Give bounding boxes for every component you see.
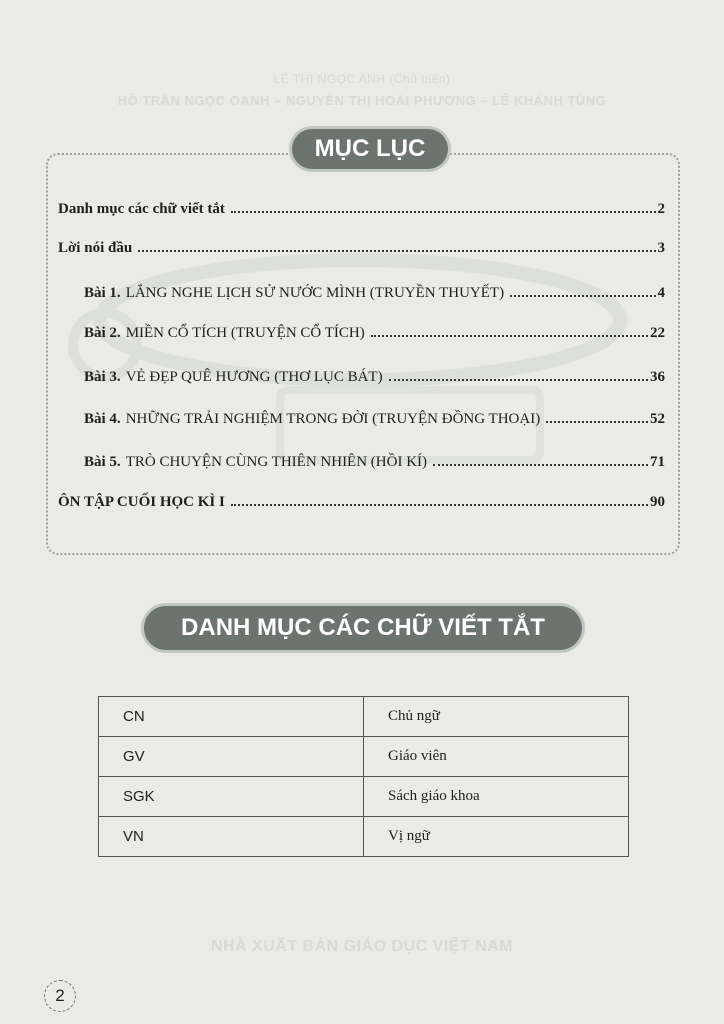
- background-authors-line1: LÊ THỊ NGỌC ANH (Chủ biên): [273, 72, 451, 86]
- dot-leader: [371, 335, 648, 337]
- background-publisher: NHÀ XUẤT BẢN GIÁO DỤC VIỆT NAM: [210, 938, 514, 955]
- toc-entry-page: 22: [650, 325, 665, 341]
- toc-entry-title: LẮNG NGHE LỊCH SỬ NƯỚC MÌNH (TRUYỀN THUYẾT): [125, 285, 505, 301]
- meaning-cell: Vị ngữ: [364, 817, 629, 857]
- toc-entry-page: 36: [650, 369, 665, 385]
- toc-entry-number: Bài 2.: [84, 325, 121, 341]
- toc-entry-number: Bài 3.: [84, 369, 121, 385]
- toc-entry-page: 4: [657, 285, 665, 301]
- abbreviation-cell: GV: [99, 737, 364, 777]
- meaning-cell: Sách giáo khoa: [364, 777, 629, 817]
- toc-entry-page: 2: [657, 201, 665, 217]
- toc-entry-page: 3: [657, 240, 665, 256]
- page-number: 2: [44, 980, 76, 1012]
- toc-entry-title: TRÒ CHUYỆN CÙNG THIÊN NHIÊN (HỒI KÍ): [125, 454, 428, 470]
- background-authors-line2: HỒ TRẦN NGỌC OANH – NGUYỄN THỊ HOÀI PHƯƠNG – LÊ KHÁNH TÙNG: [117, 93, 607, 108]
- abbreviation-cell: SGK: [99, 777, 364, 817]
- table-row: [99, 697, 629, 737]
- table-row: [99, 817, 629, 857]
- toc-entry-title: VẺ ĐẸP QUÊ HƯƠNG (THƠ LỤC BÁT): [125, 369, 383, 385]
- toc-entry[interactable]: [84, 285, 665, 307]
- toc-entry[interactable]: [58, 201, 665, 223]
- toc-title: MỤC LỤC: [292, 129, 448, 169]
- toc-entry[interactable]: [84, 411, 665, 433]
- toc-entry-number: Bài 4.: [84, 411, 121, 427]
- dot-leader: [231, 211, 656, 213]
- toc-entry[interactable]: [58, 494, 665, 516]
- toc-entry-title: ÔN TẬP CUỐI HỌC KÌ I: [58, 494, 225, 510]
- dot-leader: [231, 504, 648, 506]
- toc-entry[interactable]: [58, 240, 665, 262]
- toc-entry[interactable]: [84, 369, 665, 391]
- toc-entry-title: NHỮNG TRẢI NGHIỆM TRONG ĐỜI (TRUYỆN ĐỒNG THOẠI): [125, 411, 541, 427]
- dot-leader: [389, 379, 648, 381]
- toc-entry-title: Lời nói đầu: [58, 240, 133, 256]
- abbreviations-table: [98, 696, 629, 857]
- meaning-cell: Chủ ngữ: [364, 697, 629, 737]
- toc-entry-number: Bài 1.: [84, 285, 121, 301]
- toc-entry[interactable]: [84, 325, 665, 347]
- table-row: [99, 777, 629, 817]
- toc-entry[interactable]: [84, 454, 665, 476]
- toc-entry-number: Bài 5.: [84, 454, 121, 470]
- dot-leader: [546, 421, 648, 423]
- abbreviation-cell: CN: [99, 697, 364, 737]
- toc-entry-page: 90: [650, 494, 665, 510]
- abbreviations-title: DANH MỤC CÁC CHỮ VIẾT TẮT: [144, 606, 582, 650]
- table-row: [99, 737, 629, 777]
- toc-entry-title: Danh mục các chữ viết tắt: [58, 201, 225, 217]
- dot-leader: [138, 250, 655, 252]
- dot-leader: [510, 295, 655, 297]
- meaning-cell: Giáo viên: [364, 737, 629, 777]
- dot-leader: [433, 464, 648, 466]
- toc-entry-page: 52: [650, 411, 665, 427]
- abbreviation-cell: VN: [99, 817, 364, 857]
- toc-entry-page: 71: [650, 454, 665, 470]
- toc-entry-title: MIỀN CỔ TÍCH (TRUYỆN CỔ TÍCH): [125, 325, 365, 341]
